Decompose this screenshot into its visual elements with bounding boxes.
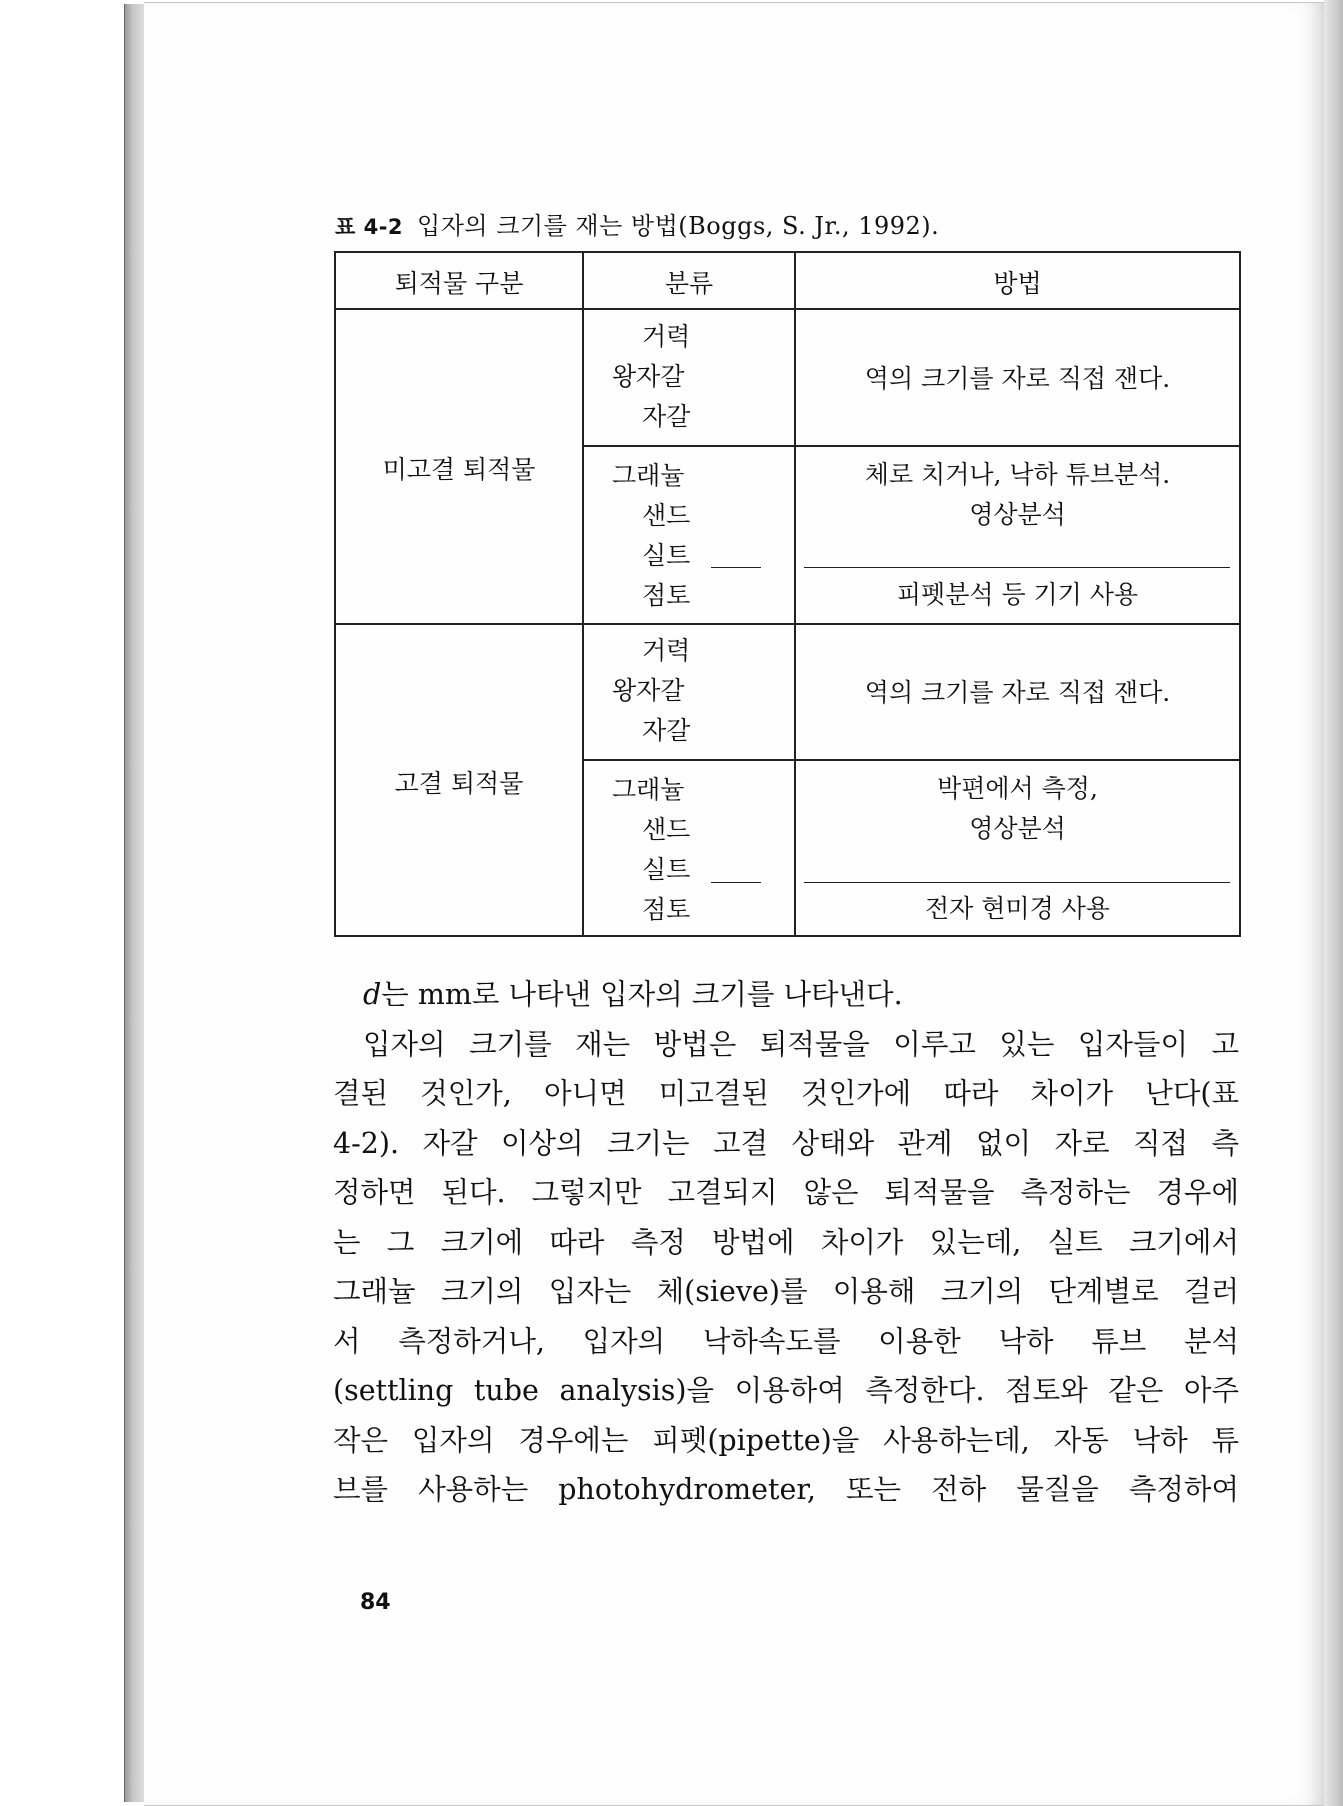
page-number: 84 [360, 1590, 391, 1615]
class-list [612, 456, 690, 616]
class-list [612, 631, 690, 751]
body-line: 정하면 된다. 그렇지만 고결되지 않은 퇴적물을 측정하는 경우에 [333, 1176, 1239, 1209]
particle-size-method-table [334, 251, 1241, 937]
method-ruler: 역의 크기를 자로 직접 잰다. [864, 364, 1171, 393]
header-sediment-type: 퇴적물 구분 [394, 269, 524, 298]
class-cobble: 왕자갈 [612, 676, 685, 705]
book-spine-edge [124, 4, 145, 1802]
class-boulder: 거력 [642, 636, 691, 665]
method-pipette: 피펫분석 등 기기 사용 [896, 580, 1139, 609]
silt-underline [711, 882, 761, 883]
body-line: 브를 사용하는 photohydrometer, 또는 전하 물질을 측정하여 [333, 1473, 1239, 1506]
table-caption-title: 입자의 크기를 재는 방법(Boggs, S. Jr., 1992). [417, 212, 940, 240]
variable-d: d [363, 978, 382, 1011]
body-paragraphs [333, 970, 1239, 1515]
method-image-analysis: 영상분석 [969, 814, 1066, 843]
table-caption [335, 206, 1235, 241]
class-silt: 실트 [642, 541, 691, 570]
class-list [612, 770, 690, 930]
body-line: 4-2). 자갈 이상의 크기는 고결 상태와 관계 없이 자로 직접 측 [333, 1126, 1239, 1160]
class-clay: 점토 [642, 895, 691, 924]
body-line: 결된 것인가, 아니면 미고결된 것인가에 따라 차이가 난다(표 [333, 1077, 1239, 1110]
body-line: 그래뉼 크기의 입자는 체(sieve)를 이용해 크기의 단계별로 걸러 [333, 1275, 1239, 1308]
class-sand: 샌드 [642, 815, 691, 844]
class-cobble: 왕자갈 [612, 362, 685, 391]
method-thin-section: 박편에서 측정, [937, 774, 1098, 803]
page-right-edge [1324, 0, 1343, 1806]
table-sub-divider [582, 445, 1239, 447]
method-electron-microscope: 전자 현미경 사용 [925, 894, 1110, 923]
class-silt: 실트 [642, 855, 691, 884]
body-line-d-definition: d는 mm로 나타낸 입자의 크기를 나타낸다. [363, 978, 903, 1011]
silt-underline [711, 567, 761, 568]
method-ruler: 역의 크기를 자로 직접 잰다. [864, 678, 1171, 707]
table-caption-label: 표 4-2 [335, 215, 404, 239]
body-line: (settling tube analysis)을 이용하여 측정한다. 점토와 같은 아주 [333, 1374, 1239, 1407]
table-group-divider [336, 623, 1239, 625]
method-separator [804, 882, 1230, 883]
body-line: 입자의 크기를 재는 방법은 퇴적물을 이루고 있는 입자들이 고 [363, 1027, 1239, 1061]
class-sand: 샌드 [642, 501, 691, 530]
class-list [612, 317, 690, 437]
method-separator [804, 567, 1230, 568]
class-granule: 그래뉼 [612, 775, 685, 804]
header-classification: 분류 [664, 269, 714, 298]
header-method: 방법 [993, 269, 1042, 298]
body-line: 는 그 크기에 따라 측정 방법에 차이가 있는데, 실트 크기에서 [333, 1225, 1239, 1259]
body-line: 서 측정하거나, 입자의 낙하속도를 이용한 낙하 튜브 분석 [333, 1324, 1239, 1358]
method-image-analysis: 영상분석 [969, 500, 1066, 529]
method-sieve: 체로 치거나, 낙하 튜브분석. [864, 460, 1171, 489]
class-granule: 그래뉼 [612, 461, 685, 490]
table-col-divider [582, 253, 584, 935]
table-header-divider [336, 308, 1239, 310]
body-line: 작은 입자의 경우에는 피펫(pipette)을 사용하는데, 자동 낙하 튜 [333, 1423, 1239, 1457]
class-boulder: 거력 [642, 322, 691, 351]
category-consolidated: 고결 퇴적물 [394, 769, 524, 798]
category-unconsolidated: 미고결 퇴적물 [382, 455, 536, 484]
class-pebble: 자갈 [642, 402, 691, 431]
class-clay: 점토 [642, 581, 691, 610]
class-pebble: 자갈 [642, 716, 691, 745]
table-sub-divider [582, 759, 1239, 761]
